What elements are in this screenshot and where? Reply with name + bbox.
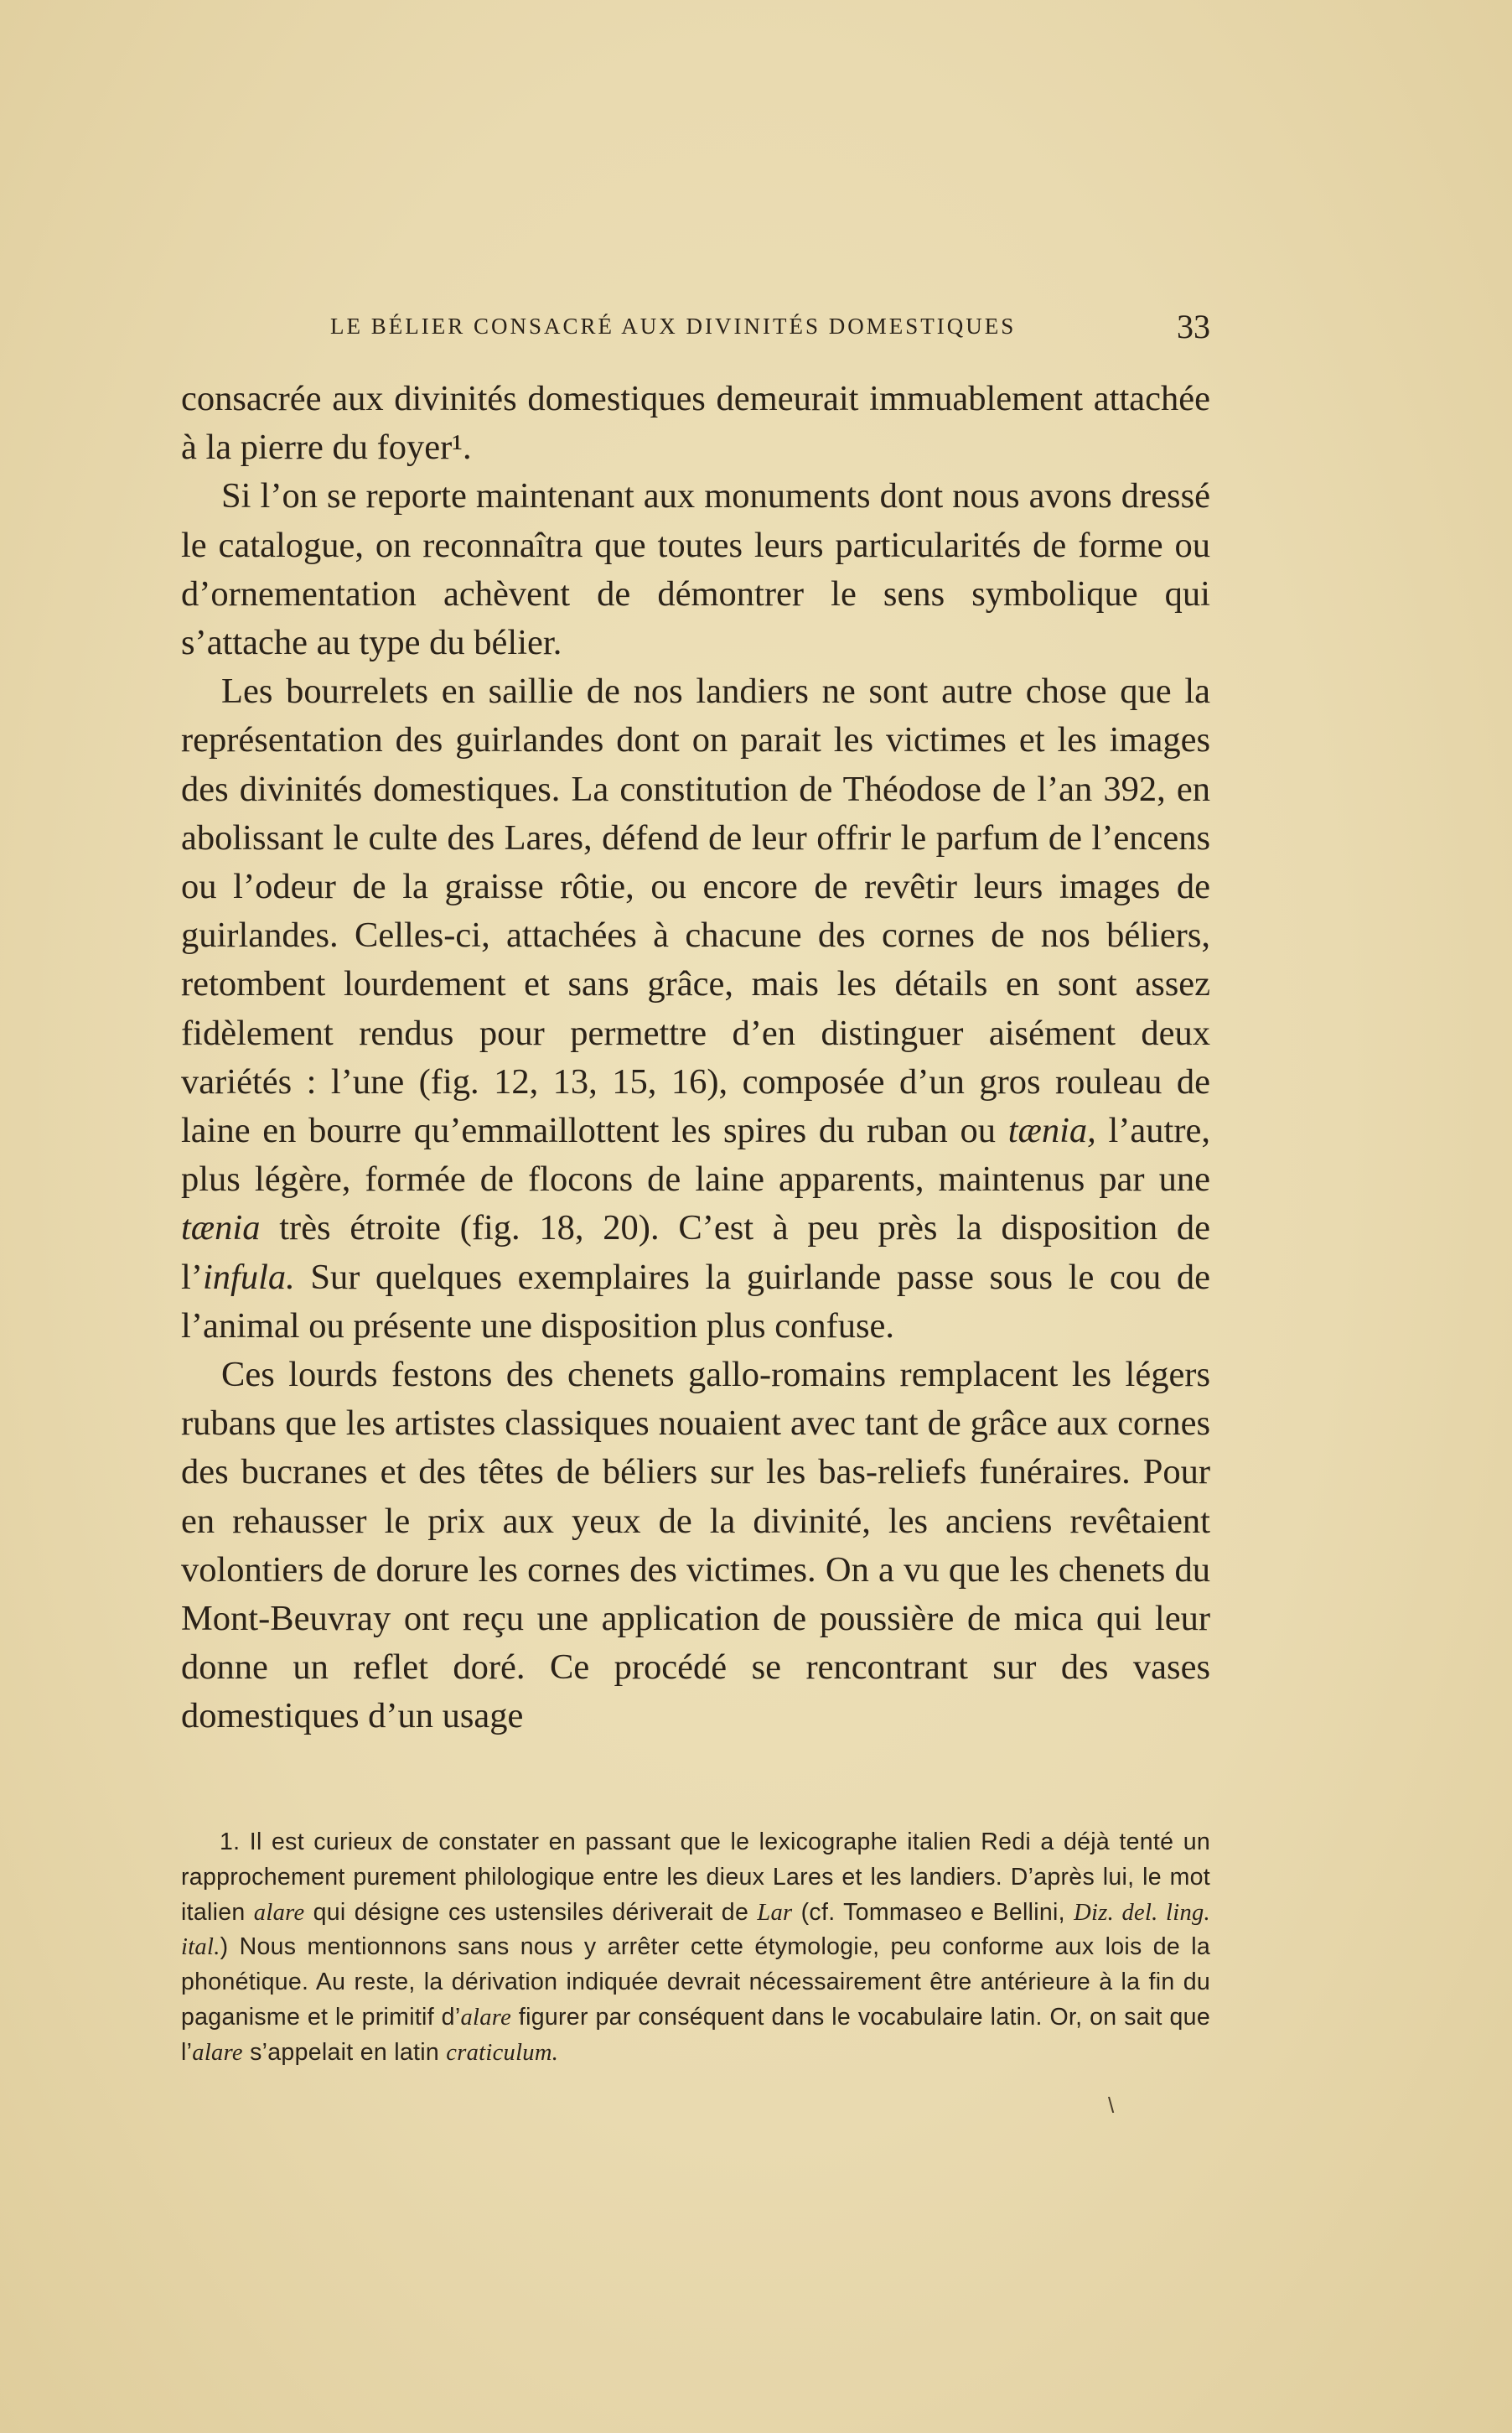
paragraph-3	[181, 667, 1210, 1351]
stray-mark: \	[1108, 2093, 1115, 2118]
italic-term: tænia,	[1007, 1111, 1096, 1151]
italic-term: Diz. del. ling. ital.	[181, 1899, 1210, 1961]
text-run: s’appelait en latin	[242, 2038, 447, 2066]
footnote-1	[181, 1825, 1210, 2071]
text-run: Sur quelques exemplaires la guirlande passe sous le cou de l’animal ou présente une disposition plus confuse.	[181, 1257, 1210, 1346]
italic-term: alare	[253, 1899, 305, 1926]
page-number: 33	[1177, 308, 1210, 345]
body-text	[181, 375, 1210, 1741]
italic-term: infula.	[202, 1257, 295, 1297]
italic-term: craticulum.	[446, 2039, 559, 2066]
paragraph-2: Si l’on se reporte maintenant aux monuments dont nous avons dressé le catalogue, on reconnaîtra que toutes leurs particularités de forme ou d’ornementation achèvent de démontrer le sens symbolique qui s’attache au type du bélier.	[181, 476, 1210, 663]
italic-term: alare	[460, 2004, 512, 2031]
paragraph-4: Ces lourds festons des chenets gallo-romains remplacent les légers rubans que les artistes classiques nouaient avec tant de grâce aux cornes des bucranes et des têtes de béliers sur les bas-reliefs funéraires. Pour en rehausser le prix aux yeux de la divinité, les anciens revêtaient volontiers de dorure les cornes des victimes. On a vu que les chenets du Mont-Beuvray ont reçu une application de poussière de mica qui leur donne un reflet doré. Ce procédé se rencontrant sur des vases domestiques d’un usage	[181, 1355, 1210, 1736]
italic-term: tænia	[181, 1208, 261, 1248]
footnote	[181, 1825, 1210, 2071]
text-run: 1. Il est curieux de constater en passant que le lexicographe italien Redi a déjà tenté un rapprochement purement philologique entre les dieux Lares et les landiers. D’après lui, le mot italien	[181, 1829, 1210, 1926]
italic-term: alare	[192, 2039, 243, 2066]
running-head	[178, 307, 1210, 349]
text-run: l’autre, plus légère, formée de flocons de laine apparents, maintenus par une	[181, 1111, 1210, 1200]
text-run: (cf. Tommaseo e Bellini,	[792, 1898, 1074, 1926]
text-run: qui désigne ces ustensiles dériverait de	[304, 1898, 758, 1926]
text-run: figurer par conséquent dans le vocabulaire latin. Or, on sait que l’	[181, 2003, 1210, 2066]
text-run: très étroite (fig. 18, 20). C’est à peu près la disposition de l’	[181, 1208, 1210, 1297]
text-run: ) Nous mentionnons sans nous y arrêter cette étymologie, peu conforme aux lois de la phonétique. Au reste, la dérivation indiquée devrait nécessairement être antérieure à la fin du paganisme et le primitif d’	[181, 1933, 1210, 2031]
italic-term: Lar	[757, 1899, 793, 1926]
text-run: Les bourrelets en saillie de nos landiers ne sont autre chose que la représentation des guirlandes dont on parait les victimes et les images des divinités domestiques. La constitution de Théodose de l’an 392, en abolissant le culte des Lares, défend de leur offrir le parfum de l’encens ou l’odeur de la graisse rôtie, ou encore de revêtir leurs images de guirlandes. Celles-ci, attachées à chacune des cornes de nos béliers, retombent lourdement et sans grâce, mais les détails en sont assez fidèlement rendus pour permettre d’en distinguer aisément deux variétés : l’une (fig. 12, 13, 15, 16), composée d’un gros rouleau de laine en bourre qu’emmaillottent les spires du ruban ou	[181, 672, 1210, 1151]
paragraph-1: consacrée aux divinités domestiques demeurait immuablement attachée à la pierre du foyer¹.	[181, 379, 1210, 468]
running-title: LE BÉLIER CONSACRÉ AUX DIVINITÉS DOMESTIQUES	[330, 314, 1017, 339]
